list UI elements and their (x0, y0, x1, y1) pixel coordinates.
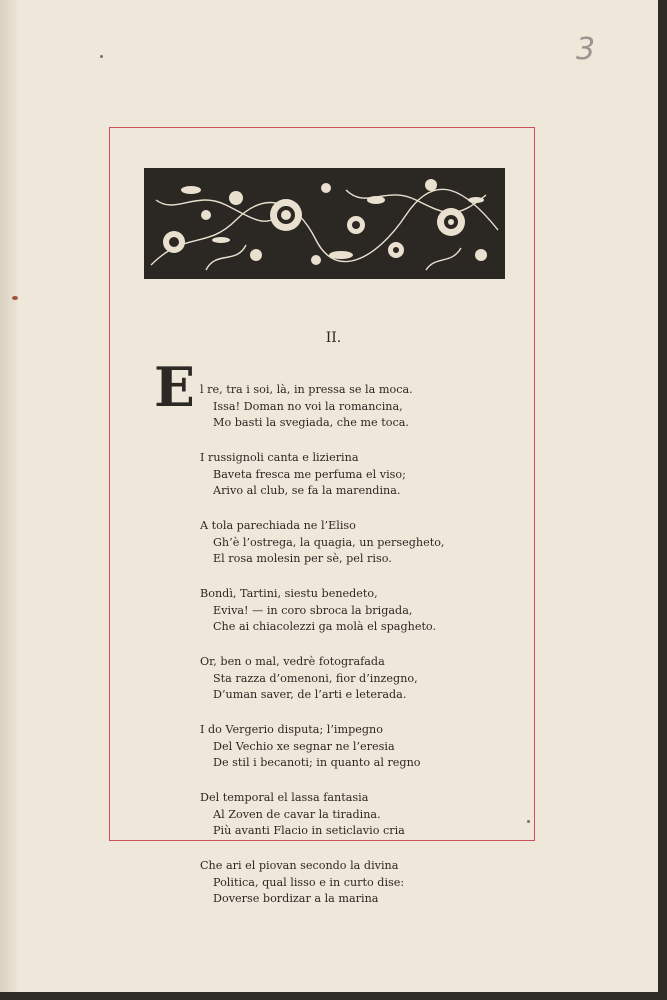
poem-line: El rosa molesin per sè, pel riso. (213, 552, 392, 565)
poem-line: Arivo al club, se fa la marendina. (213, 484, 401, 497)
stanza (200, 382, 500, 432)
stanza (200, 722, 500, 772)
drop-cap-letter: E (154, 355, 192, 412)
poem-line: D’uman saver, de l’arti e leterada. (213, 688, 407, 701)
poem-line: Eviva! — in coro sbroca la brigada, (213, 603, 413, 617)
page-number: 3 (576, 32, 596, 67)
poem-line: Issa! Doman no voi la romancina, (213, 399, 403, 413)
poem-line: Che ari el piovan secondo la divina (200, 859, 399, 872)
stanza (200, 518, 500, 568)
poem-line: Gh’è l’ostrega, la quagia, un persegheto, (213, 535, 445, 549)
poem-line: l re, tra i soi, là, in pressa se la moca. (200, 383, 413, 396)
poem-line: Doverse bordizar a la marina (213, 892, 379, 905)
binding-stain (12, 296, 18, 300)
poem-line: Del temporal el lassa fantasia (200, 791, 369, 804)
stanza (200, 858, 500, 908)
page-gutter (0, 0, 18, 992)
poem-line: De stil i becanoti; in quanto al regno (213, 756, 421, 769)
poem (200, 382, 500, 926)
poem-line: Baveta fresca me perfuma el viso; (213, 467, 406, 481)
poem-line: Sta razza d’omenoni, fior d’inzegno, (213, 671, 418, 685)
poem-line: Più avanti Flacio in seticlavio cria (213, 824, 405, 837)
stanza (200, 586, 500, 636)
poem-line: Mo basti la svegiada, che me toca. (213, 416, 409, 429)
poem-line: Bondì, Tartini, siestu benedeto, (200, 587, 378, 600)
poem-line: Or, ben o mal, vedrè fotografada (200, 655, 385, 668)
poem-line: I do Vergerio disputa; l’impegno (200, 723, 383, 736)
drop-cap (152, 350, 192, 412)
stanza (200, 790, 500, 840)
stanza (200, 654, 500, 704)
section-heading: II. (325, 330, 342, 346)
poem-line: Del Vechio xe segnar ne l’eresia (213, 739, 395, 753)
paper-speck (527, 820, 530, 823)
stanza (200, 450, 500, 500)
poem-line: Politica, qual lisso e in curto dise: (213, 875, 405, 889)
poem-line: Al Zoven de cavar la tiradina. (213, 807, 381, 821)
floral-ornament (144, 168, 505, 279)
poem-line: Che ai chiacolezzi ga molà el spagheto. (213, 620, 437, 633)
paper-speck (100, 55, 103, 58)
poem-line: A tola parechiada ne l’Eliso (200, 519, 356, 532)
poem-line: I russignoli canta e lizierina (200, 451, 359, 464)
